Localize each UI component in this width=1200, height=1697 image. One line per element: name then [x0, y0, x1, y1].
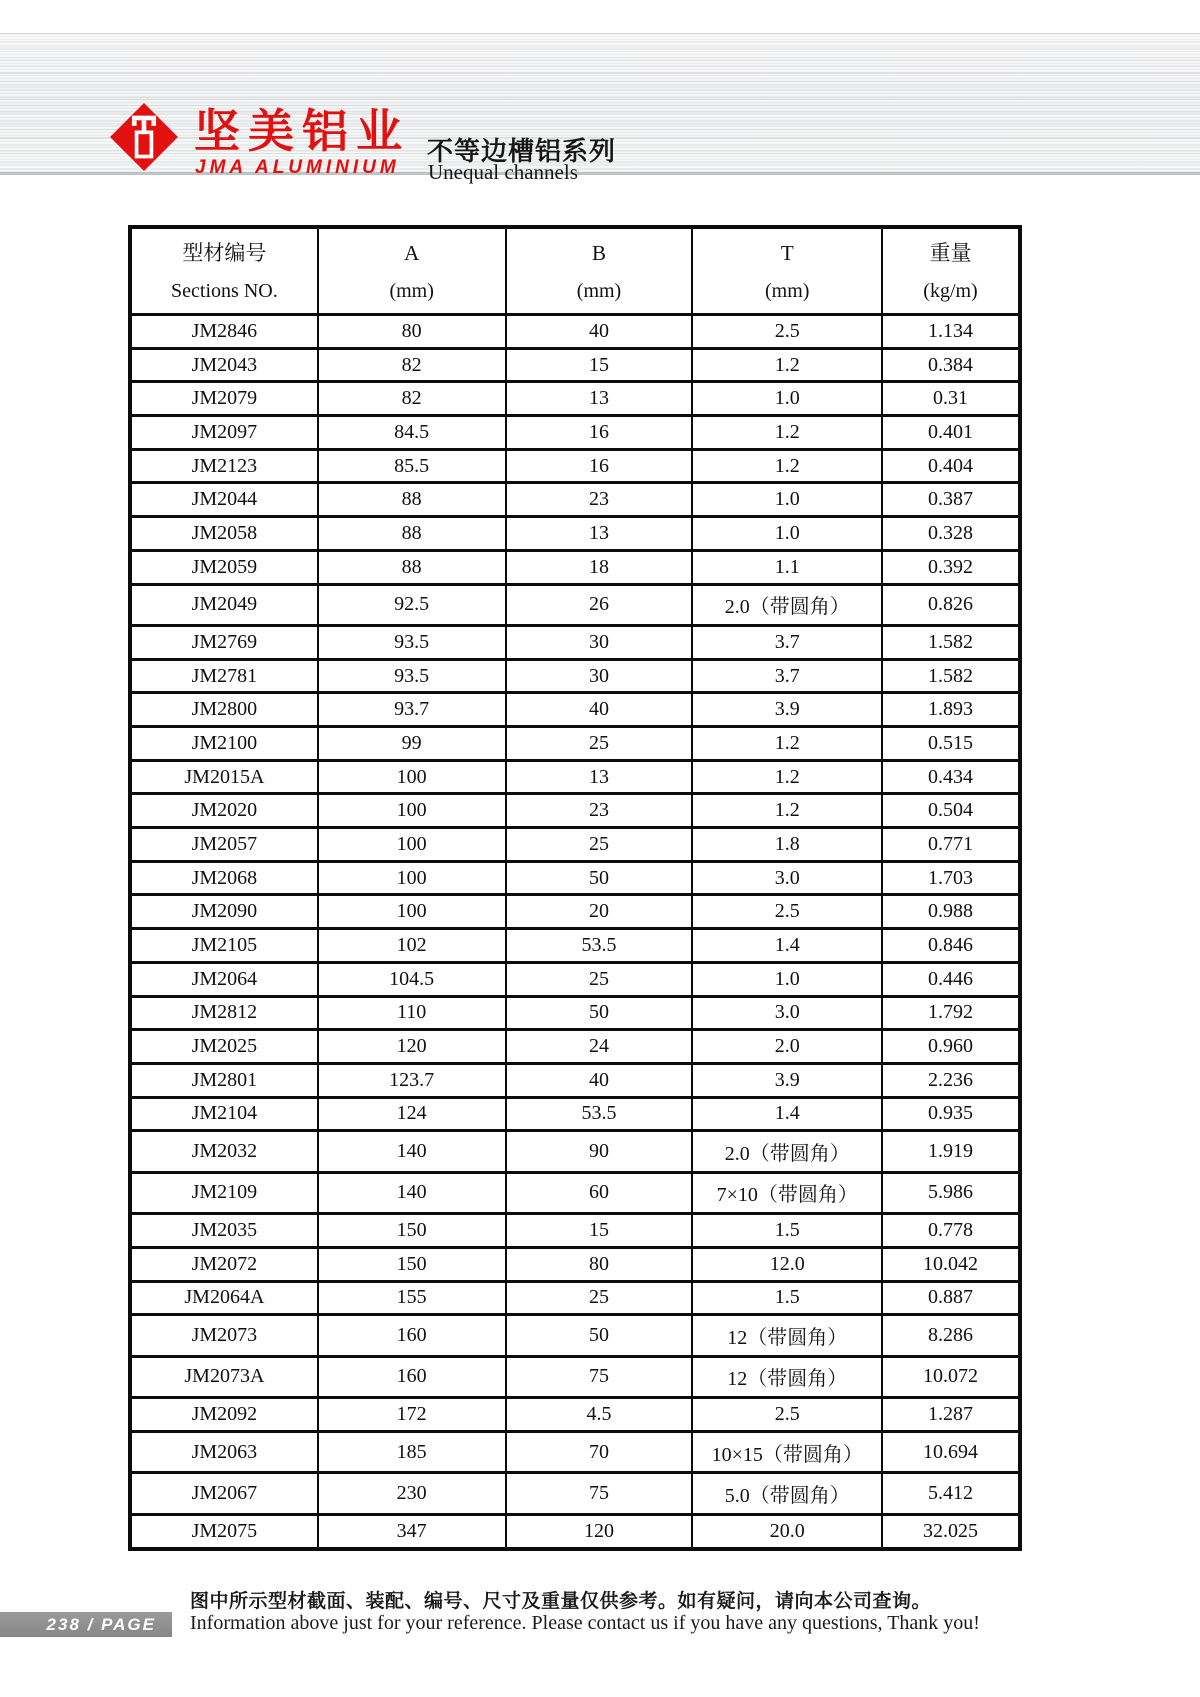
table-row	[130, 1247, 1020, 1281]
cell-section-no: JM2043	[130, 348, 318, 382]
cell-weight: 0.328	[882, 517, 1020, 551]
table-row	[130, 1431, 1020, 1472]
column-header-line2: (mm)	[576, 280, 622, 302]
cell-dim-a: 160	[318, 1315, 506, 1356]
cell-dim-t: 1.4	[692, 929, 882, 963]
cell-weight: 0.935	[882, 1097, 1020, 1131]
cell-dim-a: 93.5	[318, 659, 506, 693]
brand-name-en: JMA ALUMINIUM	[195, 157, 400, 178]
column-header-dim-b	[506, 227, 693, 315]
cell-dim-a: 102	[318, 929, 506, 963]
cell-dim-b: 23	[506, 794, 693, 828]
cell-dim-b: 53.5	[506, 929, 693, 963]
cell-weight: 0.778	[882, 1214, 1020, 1248]
cell-section-no: JM2068	[130, 861, 318, 895]
table-row	[130, 1398, 1020, 1432]
cell-weight: 5.412	[882, 1473, 1020, 1514]
cell-dim-t: 3.7	[692, 659, 882, 693]
cell-dim-b: 4.5	[506, 1398, 693, 1432]
cell-dim-b: 13	[506, 517, 693, 551]
brand-name-cn: 坚美铝业	[194, 105, 410, 157]
cell-dim-t: 3.0	[692, 996, 882, 1030]
cell-dim-a: 100	[318, 794, 506, 828]
cell-dim-a: 172	[318, 1398, 506, 1432]
column-header-line1: 重量	[929, 241, 972, 265]
column-header-line1: T	[780, 241, 794, 265]
cell-dim-t: 12（带圆角）	[692, 1315, 882, 1356]
table-row	[130, 1473, 1020, 1514]
cell-section-no: JM2097	[130, 416, 318, 450]
cell-dim-a: 84.5	[318, 416, 506, 450]
cell-dim-a: 100	[318, 760, 506, 794]
cell-dim-a: 80	[318, 315, 506, 349]
cell-dim-b: 25	[506, 727, 693, 761]
cell-weight: 0.387	[882, 483, 1020, 517]
table-row	[130, 828, 1020, 862]
table-row	[130, 348, 1020, 382]
cell-dim-t: 2.5	[692, 895, 882, 929]
cell-weight: 0.887	[882, 1281, 1020, 1315]
table-row	[130, 315, 1020, 349]
cell-dim-a: 85.5	[318, 449, 506, 483]
cell-section-no: JM2092	[130, 1398, 318, 1432]
cell-dim-a: 150	[318, 1247, 506, 1281]
cell-dim-t: 20.0	[692, 1514, 882, 1549]
logo-profile-emblem-icon	[131, 113, 157, 161]
table-row	[130, 794, 1020, 828]
table-row	[130, 550, 1020, 584]
cell-dim-a: 82	[318, 382, 506, 416]
cell-section-no: JM2104	[130, 1097, 318, 1131]
table-row	[130, 416, 1020, 450]
cell-dim-a: 140	[318, 1172, 506, 1213]
cell-weight: 1.287	[882, 1398, 1020, 1432]
cell-dim-a: 140	[318, 1131, 506, 1172]
cell-weight: 10.042	[882, 1247, 1020, 1281]
cell-dim-t: 2.0	[692, 1030, 882, 1064]
cell-weight: 0.384	[882, 348, 1020, 382]
cell-dim-b: 25	[506, 962, 693, 996]
cell-section-no: JM2800	[130, 693, 318, 727]
cell-dim-b: 15	[506, 348, 693, 382]
cell-dim-b: 13	[506, 760, 693, 794]
cell-dim-t: 1.2	[692, 449, 882, 483]
cell-section-no: JM2015A	[130, 760, 318, 794]
cell-section-no: JM2035	[130, 1214, 318, 1248]
cell-dim-b: 20	[506, 895, 693, 929]
table-row	[130, 1063, 1020, 1097]
cell-weight: 0.446	[882, 962, 1020, 996]
page-number-text: 238 / PAGE	[46, 1615, 156, 1634]
cell-weight: 2.236	[882, 1063, 1020, 1097]
cell-weight: 32.025	[882, 1514, 1020, 1549]
cell-dim-b: 75	[506, 1356, 693, 1397]
cell-weight: 0.960	[882, 1030, 1020, 1064]
column-header-section-no	[130, 227, 318, 315]
table-row	[130, 1281, 1020, 1315]
table-header	[130, 227, 1020, 315]
cell-section-no: JM2058	[130, 517, 318, 551]
table-row	[130, 1097, 1020, 1131]
cell-dim-t: 1.0	[692, 962, 882, 996]
cell-section-no: JM2123	[130, 449, 318, 483]
table-row	[130, 693, 1020, 727]
cell-weight: 0.515	[882, 727, 1020, 761]
table-row	[130, 760, 1020, 794]
cell-dim-a: 160	[318, 1356, 506, 1397]
cell-section-no: JM2073	[130, 1315, 318, 1356]
cell-dim-b: 50	[506, 861, 693, 895]
table-row	[130, 895, 1020, 929]
cell-dim-b: 13	[506, 382, 693, 416]
cell-weight: 0.404	[882, 449, 1020, 483]
cell-dim-t: 1.2	[692, 794, 882, 828]
header-band	[0, 33, 1200, 184]
cell-section-no: JM2801	[130, 1063, 318, 1097]
table-row	[130, 1514, 1020, 1549]
column-header-dim-t	[692, 227, 882, 315]
table-row	[130, 449, 1020, 483]
cell-weight: 1.792	[882, 996, 1020, 1030]
cell-dim-b: 80	[506, 1247, 693, 1281]
table-row	[130, 727, 1020, 761]
table-body	[130, 315, 1020, 1550]
cell-weight: 0.31	[882, 382, 1020, 416]
cell-dim-a: 104.5	[318, 962, 506, 996]
cell-dim-b: 53.5	[506, 1097, 693, 1131]
cell-dim-b: 16	[506, 449, 693, 483]
cell-dim-b: 26	[506, 584, 693, 625]
column-header-line2: (mm)	[765, 280, 810, 302]
cell-dim-t: 2.0（带圆角）	[692, 584, 882, 625]
cell-dim-b: 120	[506, 1514, 693, 1549]
cell-section-no: JM2059	[130, 550, 318, 584]
cell-dim-t: 1.5	[692, 1214, 882, 1248]
cell-dim-a: 123.7	[318, 1063, 506, 1097]
cell-dim-t: 2.5	[692, 1398, 882, 1432]
cell-weight: 0.504	[882, 794, 1020, 828]
table-row	[130, 929, 1020, 963]
column-header-line2: Sections NO.	[171, 280, 278, 302]
cell-dim-t: 1.0	[692, 483, 882, 517]
cell-section-no: JM2025	[130, 1030, 318, 1064]
cell-section-no: JM2079	[130, 382, 318, 416]
cell-dim-a: 92.5	[318, 584, 506, 625]
sections-table	[128, 225, 1022, 1551]
column-header-line2: (mm)	[389, 280, 434, 302]
cell-dim-b: 18	[506, 550, 693, 584]
series-title-en: Unequal channels	[428, 160, 578, 184]
table-row	[130, 517, 1020, 551]
cell-dim-t: 10×15（带圆角）	[692, 1431, 882, 1472]
cell-dim-t: 12.0	[692, 1247, 882, 1281]
cell-dim-t: 1.5	[692, 1281, 882, 1315]
cell-weight: 1.703	[882, 861, 1020, 895]
cell-dim-b: 23	[506, 483, 693, 517]
cell-dim-t: 1.8	[692, 828, 882, 862]
table-row	[130, 861, 1020, 895]
table-row	[130, 1131, 1020, 1172]
cell-weight: 0.401	[882, 416, 1020, 450]
cell-dim-b: 30	[506, 659, 693, 693]
column-header-line1: A	[404, 241, 420, 265]
cell-dim-a: 150	[318, 1214, 506, 1248]
cell-weight: 5.986	[882, 1172, 1020, 1213]
table-row	[130, 996, 1020, 1030]
table-row	[130, 962, 1020, 996]
cell-weight: 0.392	[882, 550, 1020, 584]
cell-dim-a: 185	[318, 1431, 506, 1472]
cell-weight: 1.134	[882, 315, 1020, 349]
cell-weight: 1.919	[882, 1131, 1020, 1172]
cell-section-no: JM2781	[130, 659, 318, 693]
cell-weight: 10.072	[882, 1356, 1020, 1397]
cell-weight: 1.582	[882, 625, 1020, 659]
cell-dim-a: 100	[318, 895, 506, 929]
cell-dim-b: 50	[506, 996, 693, 1030]
cell-weight: 0.988	[882, 895, 1020, 929]
cell-dim-b: 75	[506, 1473, 693, 1514]
cell-section-no: JM2090	[130, 895, 318, 929]
cell-dim-t: 1.2	[692, 348, 882, 382]
table-row	[130, 1315, 1020, 1356]
cell-section-no: JM2073A	[130, 1356, 318, 1397]
cell-section-no: JM2020	[130, 794, 318, 828]
cell-dim-b: 70	[506, 1431, 693, 1472]
cell-dim-a: 93.5	[318, 625, 506, 659]
column-header-line2: (kg/m)	[923, 280, 978, 302]
cell-section-no: JM2057	[130, 828, 318, 862]
table-row	[130, 1214, 1020, 1248]
cell-dim-a: 88	[318, 550, 506, 584]
cell-dim-a: 88	[318, 517, 506, 551]
cell-dim-b: 16	[506, 416, 693, 450]
cell-weight: 0.826	[882, 584, 1020, 625]
cell-weight: 1.582	[882, 659, 1020, 693]
cell-dim-b: 90	[506, 1131, 693, 1172]
footer-note-cn: 图中所示型材截面、装配、编号、尺寸及重量仅供参考。如有疑问，请向本公司查询。	[190, 1591, 932, 1612]
cell-section-no: JM2063	[130, 1431, 318, 1472]
cell-dim-t: 1.0	[692, 517, 882, 551]
cell-section-no: JM2044	[130, 483, 318, 517]
cell-dim-b: 60	[506, 1172, 693, 1213]
cell-dim-t: 3.9	[692, 1063, 882, 1097]
cell-dim-a: 99	[318, 727, 506, 761]
cell-dim-t: 5.0（带圆角）	[692, 1473, 882, 1514]
cell-dim-b: 40	[506, 1063, 693, 1097]
column-header-dim-a	[318, 227, 506, 315]
column-header-weight	[882, 227, 1020, 315]
cell-dim-t: 7×10（带圆角）	[692, 1172, 882, 1213]
cell-dim-t: 1.2	[692, 760, 882, 794]
cell-dim-t: 3.9	[692, 693, 882, 727]
cell-section-no: JM2100	[130, 727, 318, 761]
cell-dim-b: 40	[506, 693, 693, 727]
cell-dim-t: 1.2	[692, 727, 882, 761]
series-title-cn: 不等边槽铝系列	[427, 137, 617, 166]
cell-weight: 10.694	[882, 1431, 1020, 1472]
cell-section-no: JM2109	[130, 1172, 318, 1213]
cell-dim-a: 155	[318, 1281, 506, 1315]
cell-dim-t: 1.4	[692, 1097, 882, 1131]
table-row	[130, 625, 1020, 659]
cell-section-no: JM2049	[130, 584, 318, 625]
column-header-line1: 型材编号	[182, 241, 267, 265]
cell-dim-t: 2.0（带圆角）	[692, 1131, 882, 1172]
cell-section-no: JM2072	[130, 1247, 318, 1281]
cell-dim-a: 88	[318, 483, 506, 517]
cell-dim-b: 30	[506, 625, 693, 659]
cell-dim-b: 25	[506, 828, 693, 862]
cell-weight: 8.286	[882, 1315, 1020, 1356]
cell-section-no: JM2105	[130, 929, 318, 963]
cell-section-no: JM2769	[130, 625, 318, 659]
cell-dim-t: 3.0	[692, 861, 882, 895]
table-row	[130, 584, 1020, 625]
cell-section-no: JM2064A	[130, 1281, 318, 1315]
cell-dim-b: 50	[506, 1315, 693, 1356]
cell-dim-b: 40	[506, 315, 693, 349]
cell-dim-a: 230	[318, 1473, 506, 1514]
jma-logo-icon	[110, 103, 178, 171]
table-row	[130, 382, 1020, 416]
table-row	[130, 659, 1020, 693]
cell-section-no: JM2067	[130, 1473, 318, 1514]
table-row	[130, 483, 1020, 517]
table-row	[130, 1172, 1020, 1213]
cell-section-no: JM2075	[130, 1514, 318, 1549]
cell-weight: 0.434	[882, 760, 1020, 794]
cell-dim-a: 93.7	[318, 693, 506, 727]
cell-dim-a: 124	[318, 1097, 506, 1131]
cell-section-no: JM2846	[130, 315, 318, 349]
cell-weight: 1.893	[882, 693, 1020, 727]
cell-dim-b: 24	[506, 1030, 693, 1064]
cell-dim-a: 100	[318, 828, 506, 862]
table-row	[130, 1356, 1020, 1397]
cell-section-no: JM2064	[130, 962, 318, 996]
cell-dim-t: 3.7	[692, 625, 882, 659]
cell-weight: 0.846	[882, 929, 1020, 963]
cell-weight: 0.771	[882, 828, 1020, 862]
page-number-badge	[0, 1612, 172, 1637]
cell-section-no: JM2032	[130, 1131, 318, 1172]
cell-dim-t: 1.1	[692, 550, 882, 584]
cell-dim-a: 82	[318, 348, 506, 382]
cell-dim-a: 120	[318, 1030, 506, 1064]
cell-dim-a: 100	[318, 861, 506, 895]
cell-section-no: JM2812	[130, 996, 318, 1030]
cell-dim-b: 15	[506, 1214, 693, 1248]
cell-dim-t: 2.5	[692, 315, 882, 349]
cell-dim-t: 12（带圆角）	[692, 1356, 882, 1397]
cell-dim-b: 25	[506, 1281, 693, 1315]
cell-dim-t: 1.0	[692, 382, 882, 416]
footer-note-en: Information above just for your reference. Please contact us if you have any questions, Thank you!	[190, 1612, 980, 1634]
cell-dim-a: 110	[318, 996, 506, 1030]
column-header-line1: B	[592, 241, 607, 265]
table-row	[130, 1030, 1020, 1064]
cell-dim-a: 347	[318, 1514, 506, 1549]
cell-dim-t: 1.2	[692, 416, 882, 450]
